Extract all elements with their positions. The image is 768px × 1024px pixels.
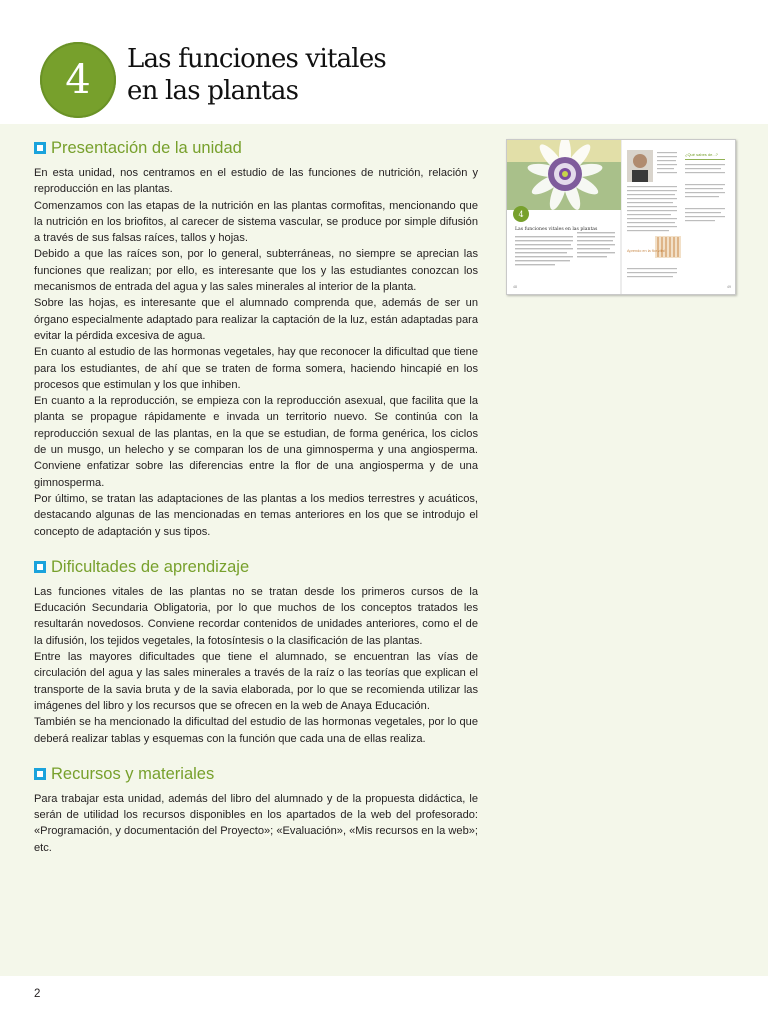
square-bullet-icon: [34, 561, 46, 573]
unit-title-line-2: en las plantas: [127, 76, 299, 106]
section-spacer: [34, 747, 478, 764]
paragraph: Entre las mayores dificultades que tiene el alumnado, se encuentran las vías de circulación del agua y las sales minerales a través de la raíz o las teorías que explican el transporte de la savia bruta y de la savia elaborada, por lo que se recomienda utilizar las imágenes del libro y los recursos que se ofrecen en la web de Anaya Educación.: [34, 651, 478, 712]
thumbnail-page-right: 49: [727, 285, 731, 289]
unit-title: [127, 43, 386, 107]
thumbnail-unit-number: 4: [518, 210, 524, 219]
section-heading: [34, 764, 478, 784]
content-area: [0, 124, 768, 976]
paragraph: En cuanto a la reproducción, se empieza con la reproducción asexual, que facilita que la planta se propague rápidamente e invada un territorio nuevo. Se continúa con la reproducción sexual de las plantas, en la que se estudian, de forma genérica, los ciclos de un musgo, un helecho y se comparan los de una gimnosperma y una angiosperma. Conviene enfatizar sobre las diferencias entre la flor de una angiosperma y de una gimnosperma.: [34, 395, 478, 489]
section-recursos: [34, 764, 478, 856]
section-heading-text: Presentación de la unidad: [51, 139, 242, 157]
section-heading-text: Recursos y materiales: [51, 764, 215, 783]
thumbnail-page-left: 48: [513, 285, 517, 289]
section-heading-text: Dificultades de aprendizaje: [51, 557, 250, 576]
unit-number-badge: [40, 42, 116, 118]
thumbnail-chapter-title: Las funciones vitales en las plantas: [515, 227, 598, 232]
thumbnail-box-heading: Aprendo en la flor vital: [627, 249, 665, 253]
page-number: 2: [34, 988, 41, 1000]
section-presentacion: [34, 138, 478, 540]
section-heading: [34, 557, 478, 577]
paragraph: También se ha mencionado la dificultad del estudio de las hormonas vegetales, por lo que deberá realizar tablas y esquemas con la función que cada una de ellas realiza.: [34, 716, 478, 745]
paragraph: Sobre las hojas, es interesante que el alumnado comprenda que, además de ser un órgano especialmente adaptado para realizar la captación de la luz, están adaptadas para evitar la pérdida excesiva de agua.: [34, 297, 478, 342]
paragraph: Por último, se tratan las adaptaciones de las plantas a los medios terrestres y acuáticos, destacando algunas de las mencionadas en temas anteriores en los que se introdujo el concepto de adaptación y sus tipos.: [34, 492, 478, 538]
section-heading: [34, 138, 478, 158]
thumbnail-side-heading: ¿Qué sabes de...?: [685, 152, 718, 157]
author-portrait-photo: [627, 150, 653, 182]
square-bullet-icon: [34, 768, 46, 780]
section-spacer: [34, 540, 478, 557]
page-header: [0, 0, 768, 124]
paragraph: Comenzamos con las etapas de la nutrición en las plantas cormofitas, mencionando que la nutrición en los briofitos, al carecer de sistema vascular, se produce por simple difusión a través de sus falsas raíces, tallos y hojas.: [34, 199, 478, 245]
unit-title-line-1: Las funciones vitales: [127, 44, 386, 74]
paragraph: Debido a que las raíces son, por lo general, subterráneas, no siempre se aprecian las funciones que realizan; por ello, es interesante que los y las estudiantes conozcan los mecanismos de entrada del agua y las sales minerales al interior de la planta.: [34, 248, 478, 294]
square-bullet-icon: [34, 142, 46, 154]
paragraph: En esta unidad, nos centramos en el estudio de las funciones de nutrición, relación y reproducción en las plantas.: [34, 167, 478, 196]
paragraph: Para trabajar esta unidad, además del libro del alumnado y de la propuesta didáctica, le serán de utilidad los recursos disponibles en los apartados de la web del profesorado: «Programación, y documentación del Proyecto»; «Evaluación», «Mis recursos en la web»; etc.: [34, 792, 478, 854]
unit-number: 4: [65, 57, 91, 103]
section-dificultades: [34, 557, 478, 747]
paragraph: Las funciones vitales de las plantas no se tratan desde los primeros cursos de la Educación Secundaria Obligatoria, por lo que muchos de los conceptos tratados les resultarán novedosos. Conviene recordar contenidos de unidades anteriores, como el de la difusión, los tejidos vegetales, la fotosíntesis o la clasificación de las plantas.: [34, 585, 478, 647]
book-spread-illustration: [507, 140, 735, 294]
paragraph: En cuanto al estudio de las hormonas vegetales, hay que reconocer la dificultad que tiene para los estudiantes, de ahí que se traten de forma somera, haciendo hincapié en los procesos que estimulan y los que inhiben.: [34, 346, 478, 391]
text-column: [34, 138, 478, 856]
thumbnail-text-lines-left: [515, 232, 615, 265]
book-spread-thumbnail: [506, 139, 736, 295]
tree-rings-photo: [655, 236, 681, 258]
